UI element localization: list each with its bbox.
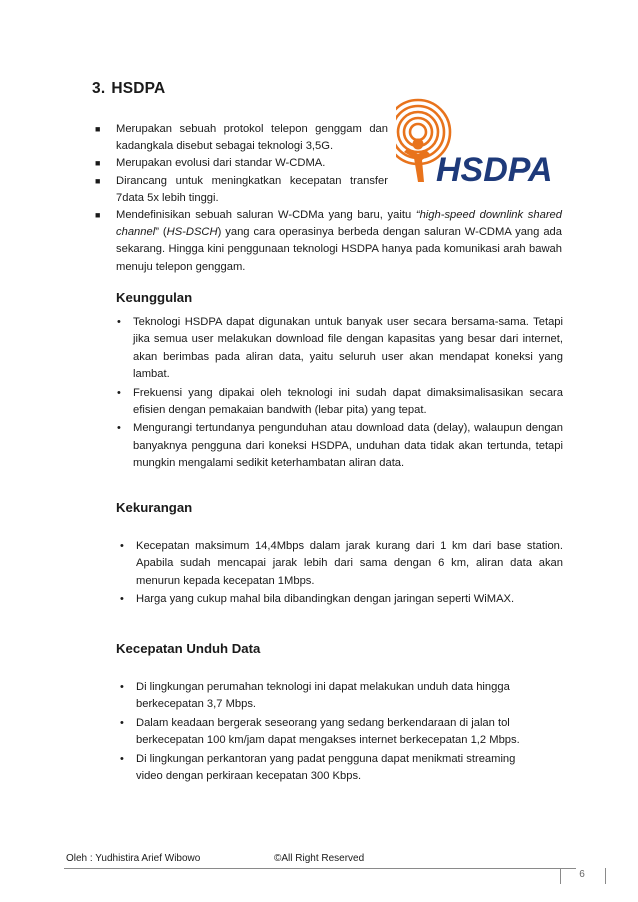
section-number: 3. (92, 80, 106, 97)
bullet-icon: • (120, 752, 124, 765)
list-item: • Teknologi HSDPA dapat digunakan untuk banyak user secara bersama-sama. Tetapi jika semua user melakukan download file dengan kapasitas yang besar dari internet, akan berimbas pada aliran data, yaitu seluruh user akan mendapat koneksi yang lambat. (117, 316, 563, 381)
bullet-icon: • (120, 540, 124, 552)
kecepatan-list (115, 679, 535, 786)
bullet-icon: • (120, 593, 124, 606)
square-bullet-icon: ■ (95, 210, 101, 221)
list-item: • Harga yang cukup mahal bila dibandingkan dengan jaringan seperti WiMAX. (115, 591, 563, 608)
list-item: ■ Merupakan sebuah protokol telepon genggam dan kadangkala disebut sebagai teknologi 3,5G. (95, 123, 388, 153)
bullet-icon: • (120, 716, 124, 729)
person-icon (404, 139, 430, 183)
list-item: • Di lingkungan perumahan teknologi ini dapat melakukan unduh data hingga berkecepatan 3,7 Mbps. (120, 681, 510, 711)
list-item: ■ Dirancang untuk meningkatkan kecepatan transfer 7data 5x lebih tinggi. (95, 174, 388, 204)
square-bullet-icon: ■ (95, 158, 101, 169)
bullet-icon: • (117, 386, 121, 399)
keunggulan-heading: Keunggulan (116, 290, 193, 305)
list-item: • Kecepatan maksimum 14,4Mbps dalam jarak kurang dari 1 km dari base station. Apabila sudah mencapai jarak lebih dari sama dengan 6 km, aliran data akan menurun kepada kecepatan 1Mbps. (120, 540, 563, 587)
section-title: HSDPA (111, 80, 166, 97)
list-item: • Mengurangi tertundanya pengunduhan atau download data (delay), walaupun dengan banyaknya pengguna dari koneksi HSDPA, unduhan data tidak akan tertunda, tetapi mungkin mengalami sedikit keterhambatan aliran data. (117, 422, 563, 470)
logo-text: HSDPA (436, 151, 553, 188)
list-item: ■ Mendefinisikan sebuah saluran W-CDMa yang baru, yaitu “high-speed downlink shared channel” (HS-DSCH) yang cara operasinya berbeda dengan saluran W-CDMA yang ada sekarang. Hingga kini penggunaan teknologi HSDPA hanya pada komunikasi arah bawah menuju telepon genggam. (95, 209, 562, 273)
footer-author: Oleh : Yudhistira Arief Wibowo (66, 853, 201, 864)
kekurangan-list (115, 538, 563, 610)
section-heading (92, 80, 165, 98)
footer-rights: ©All Right Reserved (274, 853, 365, 864)
list-item: ■ Merupakan evolusi dari standar W-CDMA. (92, 155, 388, 172)
kecepatan-heading: Kecepatan Unduh Data (116, 641, 261, 656)
list-item: • Frekuensi yang dipakai oleh teknologi ini sudah dapat dimaksimalisasikan secara efisien dengan pemakaian bandwith (lebar pita) yang tepat. (117, 386, 563, 417)
list-item: • Dalam keadaan bergerak seseorang yang sedang berkendaraan di jalan tol berkecepatan 100 km/jam dapat mengakses internet berkecepatan 1,2 Mbps. (120, 716, 520, 747)
square-bullet-icon: ■ (95, 175, 101, 186)
page-number: 6 (579, 869, 585, 880)
bullet-icon: • (117, 422, 121, 435)
hsdpa-logo (396, 98, 564, 188)
bullet-icon: • (120, 681, 124, 693)
square-bullet-icon: ■ (95, 124, 101, 134)
keunggulan-list (112, 314, 563, 474)
list-item: • Di lingkungan perkantoran yang padat pengguna dapat menikmati streaming video dengan perkiraan kecepatan 300 Kbps. (120, 752, 516, 783)
bullet-icon: • (117, 316, 121, 328)
kekurangan-heading: Kekurangan (116, 500, 193, 515)
footer-divider (64, 868, 576, 869)
